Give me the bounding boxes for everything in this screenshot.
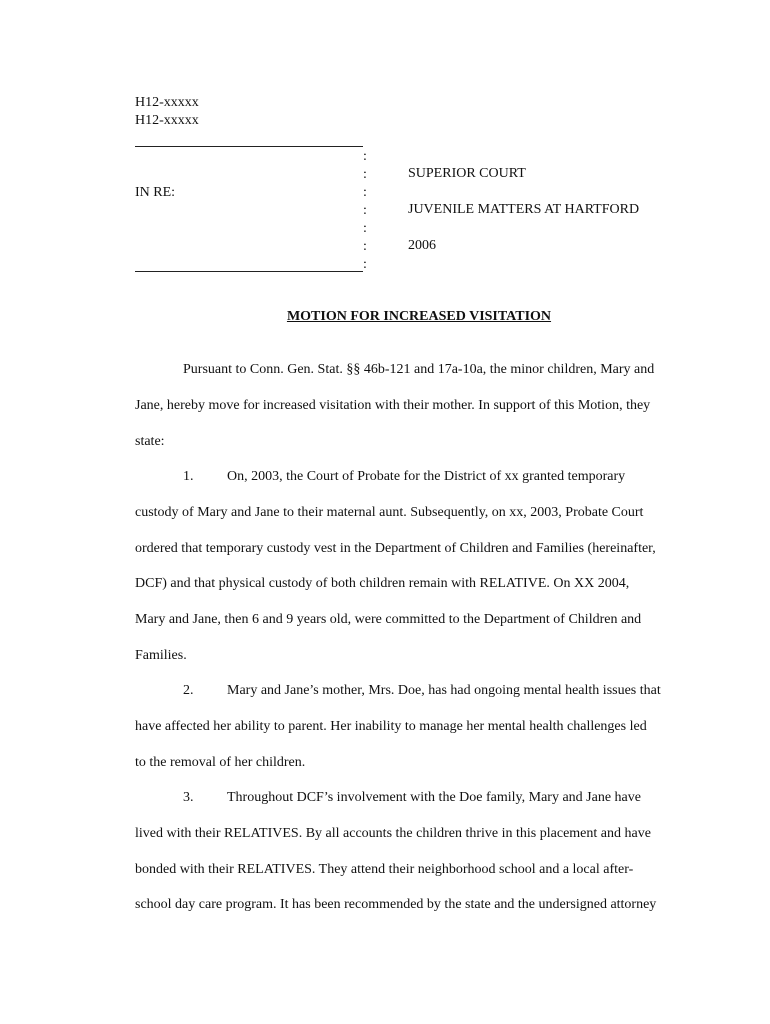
- court-name: SUPERIOR COURT: [408, 166, 526, 181]
- body-line: Families.: [135, 648, 187, 663]
- body-line: DCF) and that physical custody of both children remain with RELATIVE. On XX 2004,: [135, 576, 630, 591]
- court-division: JUVENILE MATTERS AT HARTFORD: [408, 202, 640, 217]
- in-re-label: IN RE:: [135, 185, 176, 200]
- caption-bottom-rule: [135, 271, 363, 272]
- body-line: to the removal of her children.: [135, 755, 306, 770]
- paragraph-number: 3.: [183, 790, 194, 805]
- body-line: Mary and Jane, then 6 and 9 years old, were committed to the Department of Children and: [135, 612, 642, 627]
- body-line: lived with their RELATIVES. By all accounts the children thrive in this placement and have: [135, 826, 651, 841]
- document-title: MOTION FOR INCREASED VISITATION: [286, 309, 552, 324]
- caption-colon: :: [363, 167, 367, 182]
- body-line: bonded with their RELATIVES. They attend their neighborhood school and a local after-: [135, 862, 634, 877]
- docket-number-1: H12-xxxxx: [135, 95, 199, 110]
- body-line: ordered that temporary custody vest in the Department of Children and Families (hereinafter,: [135, 541, 656, 556]
- caption-colon: :: [363, 185, 367, 200]
- body-line: Mary and Jane’s mother, Mrs. Doe, has had ongoing mental health issues that: [227, 683, 661, 698]
- case-year: 2006: [408, 238, 436, 253]
- body-line: state:: [135, 434, 165, 449]
- body-line: have affected her ability to parent. Her inability to manage her mental health challenges led: [135, 719, 647, 734]
- caption-colon: :: [363, 257, 367, 272]
- caption-colon: :: [363, 203, 367, 218]
- caption-top-rule: [135, 146, 363, 147]
- body-line: Pursuant to Conn. Gen. Stat. §§ 46b-121 and 17a-10a, the minor children, Mary and: [183, 362, 655, 377]
- caption-colon: :: [363, 221, 367, 236]
- body-line: custody of Mary and Jane to their maternal aunt. Subsequently, on xx, 2003, Probate Court: [135, 505, 644, 520]
- caption-colon: :: [363, 239, 367, 254]
- paragraph-number: 1.: [183, 469, 194, 484]
- body-line: Jane, hereby move for increased visitation with their mother. In support of this Motion, they: [135, 398, 651, 413]
- body-line: school day care program. It has been recommended by the state and the undersigned attorney: [135, 897, 657, 912]
- caption-colon: :: [363, 149, 367, 164]
- body-line: Throughout DCF’s involvement with the Doe family, Mary and Jane have: [227, 790, 641, 805]
- paragraph-number: 2.: [183, 683, 194, 698]
- body-line: On, 2003, the Court of Probate for the District of xx granted temporary: [227, 469, 626, 484]
- docket-number-2: H12-xxxxx: [135, 113, 199, 128]
